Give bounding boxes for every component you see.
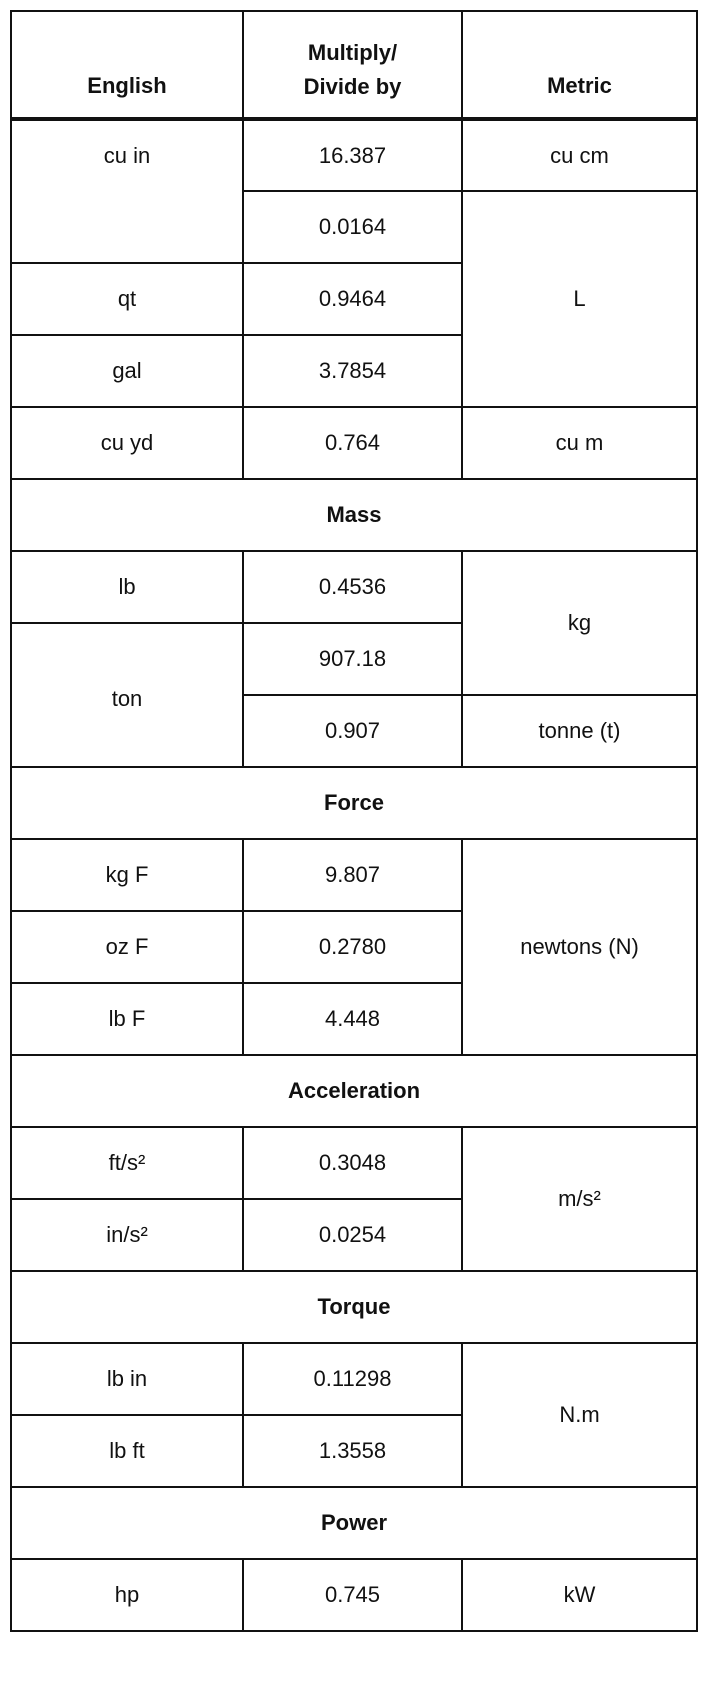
cell-metric-cu-m: cu m [462, 407, 697, 479]
header-multiply-line1: Multiply/ [307, 39, 398, 65]
cell-factor-ft-s2: 0.3048 [243, 1127, 462, 1199]
cell-english-lb: lb [11, 551, 243, 623]
cell-factor-oz-f: 0.2780 [243, 911, 462, 983]
cell-factor-gal: 3.7854 [243, 335, 462, 407]
cell-metric-newtons: newtons (N) [462, 839, 697, 1055]
cell-factor-hp: 0.745 [243, 1559, 462, 1631]
cell-english-lb-f: lb F [11, 983, 243, 1055]
cell-metric-m-s2: m/s² [462, 1127, 697, 1271]
conversion-table [10, 10, 698, 1632]
cell-metric-tonne: tonne (t) [462, 695, 697, 767]
header-english: English [11, 11, 243, 119]
table-row [11, 407, 697, 479]
cell-english-cu-yd: cu yd [11, 407, 243, 479]
cell-factor-lb: 0.4536 [243, 551, 462, 623]
cell-english-oz-f: oz F [11, 911, 243, 983]
cell-factor-ton-kg: 907.18 [243, 623, 462, 695]
cell-metric-l: L [462, 191, 697, 407]
cell-english-hp: hp [11, 1559, 243, 1631]
cell-factor-ton-t: 0.907 [243, 695, 462, 767]
cell-factor-lb-f: 4.448 [243, 983, 462, 1055]
cell-english-cu-in: cu in [11, 119, 243, 263]
section-row-acceleration [11, 1055, 697, 1127]
table-row [11, 839, 697, 911]
section-title-torque: Torque [11, 1271, 697, 1343]
cell-english-ton: ton [11, 623, 243, 767]
section-title-acceleration: Acceleration [11, 1055, 697, 1127]
section-row-torque [11, 1271, 697, 1343]
header-multiply-line2: Divide by [303, 73, 402, 99]
cell-factor-qt: 0.9464 [243, 263, 462, 335]
cell-factor-cu-in-cu-cm: 16.387 [243, 119, 462, 191]
table-row [11, 551, 697, 623]
cell-factor-cu-yd: 0.764 [243, 407, 462, 479]
section-row-force [11, 767, 697, 839]
section-title-mass: Mass [11, 479, 697, 551]
cell-english-ft-s2: ft/s² [11, 1127, 243, 1199]
cell-english-in-s2: in/s² [11, 1199, 243, 1271]
section-title-power: Power [11, 1487, 697, 1559]
cell-factor-cu-in-l: 0.0164 [243, 191, 462, 263]
table-row [11, 119, 697, 191]
cell-factor-kg-f: 9.807 [243, 839, 462, 911]
cell-factor-lb-ft: 1.3558 [243, 1415, 462, 1487]
header-multiply-divide [243, 11, 462, 119]
cell-english-lb-ft: lb ft [11, 1415, 243, 1487]
section-row-power [11, 1487, 697, 1559]
table-row [11, 1343, 697, 1415]
cell-english-qt: qt [11, 263, 243, 335]
header-metric: Metric [462, 11, 697, 119]
cell-metric-kw: kW [462, 1559, 697, 1631]
cell-metric-kg: kg [462, 551, 697, 695]
cell-english-kg-f: kg F [11, 839, 243, 911]
header-row [11, 11, 697, 119]
table-row [11, 1127, 697, 1199]
table-row [11, 1559, 697, 1631]
cell-factor-in-s2: 0.0254 [243, 1199, 462, 1271]
section-row-mass [11, 479, 697, 551]
cell-english-lb-in: lb in [11, 1343, 243, 1415]
cell-factor-lb-in: 0.11298 [243, 1343, 462, 1415]
section-title-force: Force [11, 767, 697, 839]
cell-english-gal: gal [11, 335, 243, 407]
cell-metric-n-m: N.m [462, 1343, 697, 1487]
cell-metric-cu-cm: cu cm [462, 119, 697, 191]
